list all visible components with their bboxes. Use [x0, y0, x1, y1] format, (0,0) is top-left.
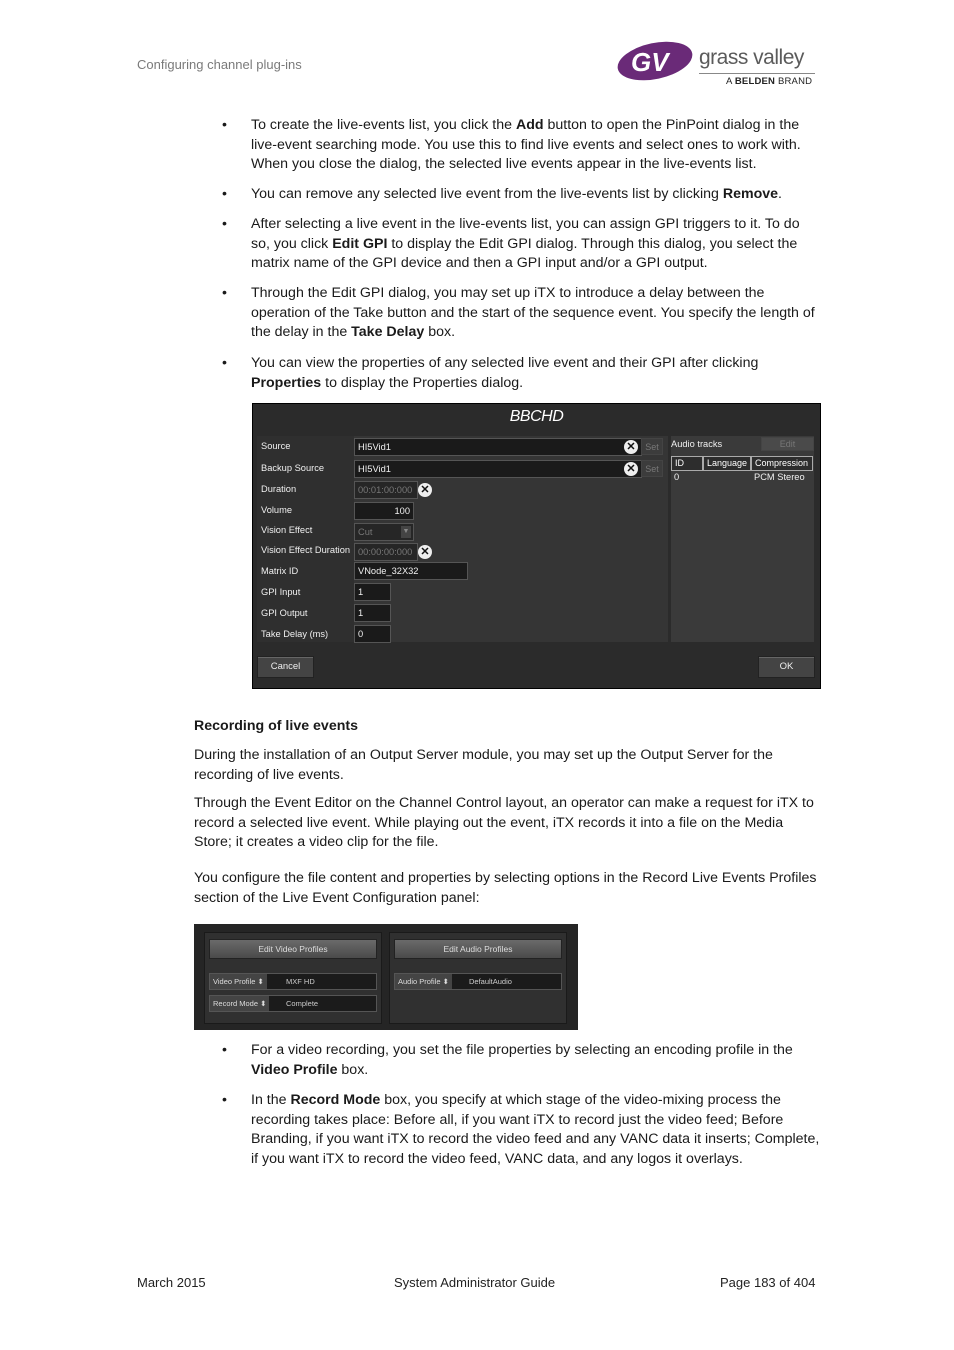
- gpi-input-field[interactable]: 1: [354, 583, 391, 601]
- take-delay-label: Take Delay (ms): [261, 629, 329, 639]
- gpi-output-label: GPI Output: [261, 608, 308, 618]
- audio-profile-label: Audio Profile ⬍: [395, 974, 452, 989]
- list-item: • After selecting a live event in the live-events list, you can assign GPI triggers to it. To do so, you click Edit GPI to display the Edit GPI dialog. Through this dialog, you select the matrix name of the GPI device and then a GPI input and/or a GPI output.: [222, 216, 800, 272]
- duration-field[interactable]: 00:01:00:000: [354, 481, 418, 499]
- volume-label: Volume: [261, 505, 293, 515]
- logo-rule: [699, 73, 815, 74]
- list-item: • For a video recording, you set the file properties by selecting an encoding profile in the Video Profile box.: [222, 1042, 793, 1078]
- matrix-id-field[interactable]: VNode_32X32: [354, 562, 468, 580]
- edit-audio-profiles-button[interactable]: Edit Audio Profiles: [394, 939, 562, 959]
- duration-label: Duration: [261, 484, 297, 494]
- list-item: • You can remove any selected live event from the live-events list by clicking Remove.: [222, 186, 782, 202]
- take-delay-field[interactable]: 0: [354, 625, 391, 643]
- audio-profile-value: DefaultAudio: [469, 977, 512, 986]
- audio-col-language[interactable]: Language: [703, 456, 751, 471]
- backup-source-field[interactable]: HI5Vid1: [354, 460, 642, 478]
- audio-tracks-label: Audio tracks: [671, 439, 723, 449]
- audio-col-compression[interactable]: Compression: [751, 456, 813, 471]
- gpi-input-label: GPI Input: [261, 587, 301, 597]
- edit-video-profiles-button[interactable]: Edit Video Profiles: [209, 939, 377, 959]
- video-profile-value: MXF HD: [286, 977, 315, 986]
- properties-dialog: [252, 403, 821, 689]
- audio-col-id[interactable]: ID: [671, 456, 703, 471]
- list-item: • Through the Edit GPI dialog, you may set up iTX to introduce a delay between the operation of the Take button and the start of the sequence event. You specify the length of the delay in the Take Delay box.: [222, 285, 815, 341]
- logo-tagline: A BELDEN BRAND: [726, 76, 813, 87]
- record-mode-value: Complete: [286, 999, 319, 1008]
- footer-date: March 2015: [137, 1275, 206, 1290]
- audio-row-compression: PCM Stereo: [754, 472, 805, 482]
- running-header: Configuring channel plug-ins: [137, 57, 302, 72]
- volume-field[interactable]: 100: [354, 502, 414, 520]
- record-mode-label: Record Mode ⬍: [210, 996, 269, 1011]
- video-profile-label: Video Profile ⬍: [210, 974, 267, 989]
- audio-row-id: 0: [674, 472, 680, 482]
- grass-valley-logo: [615, 38, 820, 90]
- svg-text:GV: GV: [631, 47, 669, 77]
- video-profile-select[interactable]: [209, 973, 377, 990]
- audio-edit-button[interactable]: Edit: [761, 437, 814, 451]
- footer-title: System Administrator Guide: [394, 1275, 556, 1290]
- source-field[interactable]: HI5Vid1: [354, 438, 642, 456]
- ok-button[interactable]: OK: [758, 656, 815, 678]
- chevron-down-icon: ▼: [401, 526, 411, 538]
- source-label: Source: [261, 441, 291, 451]
- video-profiles-box: [204, 932, 382, 1024]
- clear-source-icon[interactable]: ✕: [624, 440, 638, 454]
- list-item: • You can view the properties of any selected live event and their GPI after clicking Properties to display the Properties dialog.: [222, 355, 759, 391]
- backup-source-label: Backup Source: [261, 463, 325, 473]
- paragraph: During the installation of an Output Server module, you may set up the Output Server for the recording of live events.: [194, 747, 773, 783]
- record-mode-select[interactable]: [209, 995, 377, 1012]
- list-item: • In the Record Mode box, you specify at which stage of the video-mixing process the recording takes place: Before all, if you want iTX to record just the video feed; Before Branding, if you want iTX to record the video feed and any VANC data it inserts; Complete, if you want iTX to record the video feed, VANC data, and any logos it overlays.: [222, 1092, 820, 1167]
- clear-vision-effect-duration-icon[interactable]: ✕: [418, 545, 432, 559]
- section-heading: Recording of live events: [194, 718, 358, 734]
- gpi-output-field[interactable]: 1: [354, 604, 391, 622]
- matrix-id-label: Matrix ID: [261, 566, 299, 576]
- record-profiles-panel: [194, 924, 578, 1030]
- paragraph: Through the Event Editor on the Channel Control layout, an operator can make a request for iTX to record a selected live event. While playing out the event, iTX records it into a file on the Media Store; it creates a video clip for the file.: [194, 795, 814, 851]
- vision-effect-duration-label: Vision Effect Duration: [261, 545, 351, 555]
- audio-profiles-box: [389, 932, 567, 1024]
- grass-valley-logo-icon: [615, 38, 697, 84]
- paragraph: You configure the file content and properties by selecting options in the Record Live Events Profiles section of the Live Event Configuration panel:: [194, 870, 817, 906]
- source-set-button[interactable]: Set: [641, 438, 663, 455]
- cancel-button[interactable]: Cancel: [257, 656, 314, 678]
- dialog-title: BBCHD: [509, 408, 564, 425]
- clear-duration-icon[interactable]: ✕: [418, 483, 432, 497]
- vision-effect-label: Vision Effect: [261, 525, 313, 535]
- list-item: • To create the live-events list, you click the Add button to open the PinPoint dialog in the live-event searching mode. You use this to find live events and select ones to work with. When you close the dialog, the selected live events appear in the live-events list.: [222, 117, 801, 173]
- audio-profile-select[interactable]: [394, 973, 562, 990]
- vision-effect-select[interactable]: Cut ▼: [354, 523, 414, 541]
- vision-effect-duration-field[interactable]: 00:00:00:000: [354, 543, 418, 561]
- logo-wordmark: grass valley: [699, 46, 804, 69]
- clear-backup-source-icon[interactable]: ✕: [624, 462, 638, 476]
- backup-source-set-button[interactable]: Set: [641, 460, 663, 477]
- footer-page: Page 183 of 404: [720, 1275, 816, 1290]
